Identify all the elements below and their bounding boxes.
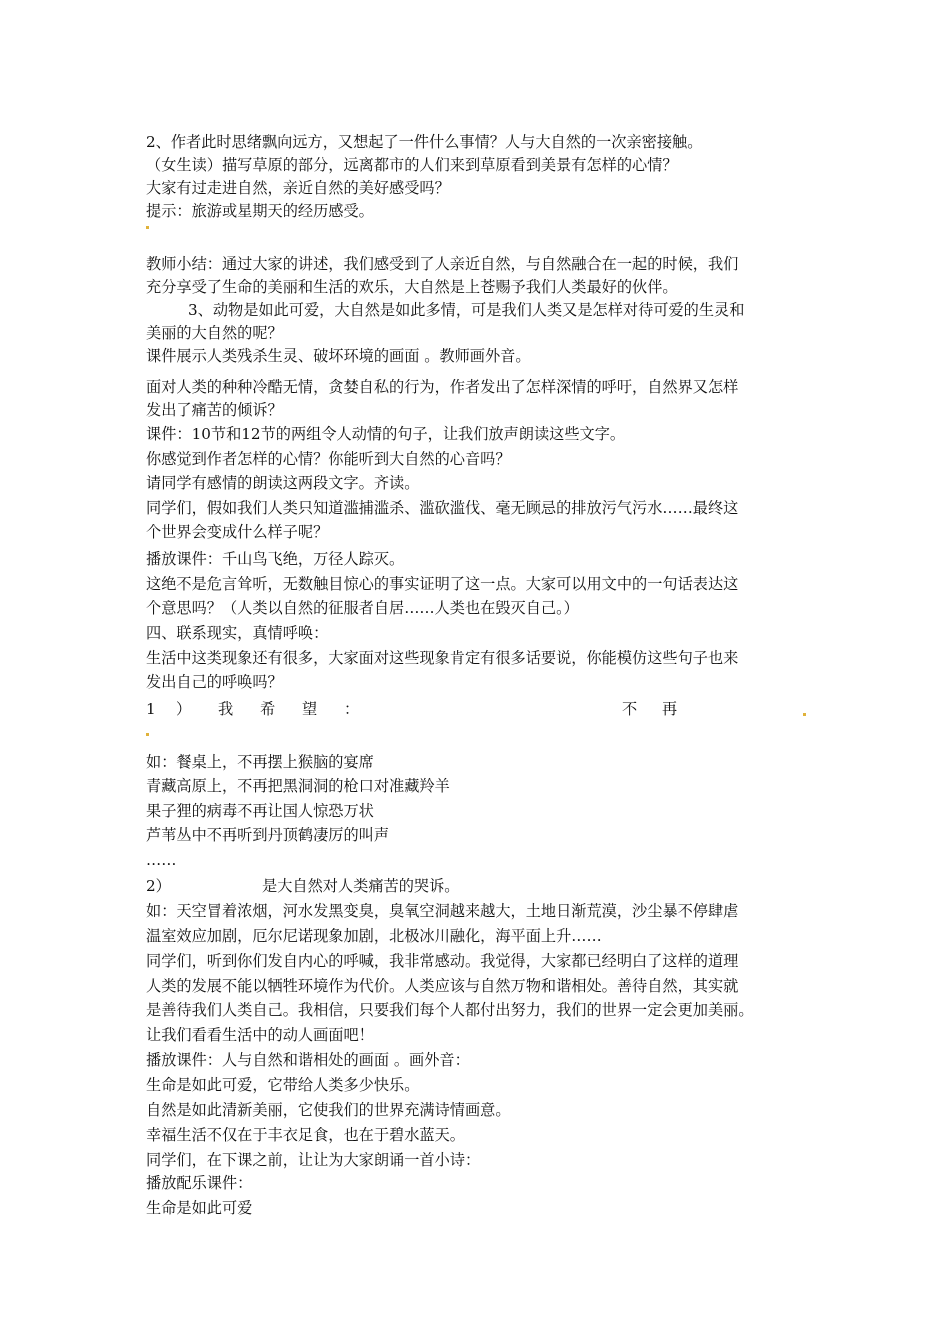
blank-char: 不 bbox=[622, 700, 638, 718]
edit-mark bbox=[146, 226, 149, 229]
text-line: 如：天空冒着浓烟，河水发黑变臭，臭氧空洞越来越大，土地日渐荒漠，沙尘暴不停肆虐 bbox=[146, 902, 739, 920]
text-line: 果子狸的病毒不再让国人惊恐万状 bbox=[146, 802, 374, 820]
blank-colon: ： bbox=[344, 700, 360, 718]
text-line: 同学们，假如我们人类只知道滥捕滥杀、滥砍滥伐、毫无顾忌的排放污气污水……最终这 bbox=[146, 499, 739, 517]
text-line: 同学们，在下课之前，让让为大家朗诵一首小诗： bbox=[146, 1151, 481, 1169]
blank-char: 望 bbox=[302, 700, 318, 718]
edit-mark bbox=[146, 733, 149, 736]
text-line: 幸福生活不仅在于丰衣足食，也在于碧水蓝天。 bbox=[146, 1126, 465, 1144]
text-line: 你感觉到作者怎样的心情？你能听到大自然的心音吗？ bbox=[146, 450, 511, 468]
text-line: …… bbox=[146, 851, 177, 869]
text-line: 生活中这类现象还有很多，大家面对这些现象肯定有很多话要说，你能模仿这些句子也来 bbox=[146, 649, 739, 667]
text-line: 同学们，听到你们发自内心的呼喊，我非常感动。我觉得，大家都已经明白了这样的道理 bbox=[146, 952, 739, 970]
text-line: 3、动物是如此可爱，大自然是如此多情，可是我们人类又是怎样对待可爱的生灵和 bbox=[188, 301, 745, 319]
text-line: 请同学有感情的朗读这两段文字。齐读。 bbox=[146, 474, 420, 492]
text-line: 如：餐桌上，不再摆上猴脑的宴席 bbox=[146, 753, 374, 771]
text-line: 芦苇丛中不再听到丹顶鹤凄厉的叫声 bbox=[146, 826, 389, 844]
text-line: （女生读）描写草原的部分，远离都市的人们来到草原看到美景有怎样的心情？ bbox=[146, 156, 678, 174]
text-line: 青藏高原上，不再把黑洞洞的枪口对准藏羚羊 bbox=[146, 777, 450, 795]
text-line: 个意思吗？（人类以自然的征服者自居……人类也在毁灭自己。） bbox=[146, 599, 579, 617]
text-line: 人类的发展不能以牺牲环境作为代价。人类应该与自然万物和谐相处。善待自然，其实就 bbox=[146, 977, 739, 995]
blank-paren: ） bbox=[176, 700, 192, 718]
blank-char: 我 bbox=[218, 700, 234, 718]
text-line: 课件展示人类残杀生灵、破坏环境的画面 。教师画外音。 bbox=[146, 347, 531, 365]
text-line: 自然是如此清新美丽，它使我们的世界充满诗情画意。 bbox=[146, 1101, 511, 1119]
blank-number: 2） bbox=[146, 877, 171, 895]
text-line: 美丽的大自然的呢？ bbox=[146, 324, 283, 342]
edit-mark bbox=[803, 713, 806, 716]
blank-number: 1 bbox=[146, 700, 156, 718]
text-line: 生命是如此可爱，它带给人类多少快乐。 bbox=[146, 1076, 420, 1094]
text-line: 播放课件：千山鸟飞绝，万径人踪灭。 bbox=[146, 550, 405, 568]
fill-blank-2 bbox=[146, 875, 816, 897]
text-line: 提示：旅游或星期天的经历感受。 bbox=[146, 202, 374, 220]
text-line: 是善待我们人类自己。我相信，只要我们每个人都付出努力，我们的世界一定会更加美丽。 bbox=[146, 1001, 754, 1019]
blank-char: 再 bbox=[662, 700, 678, 718]
text-line: 播放配乐课件： bbox=[146, 1174, 253, 1192]
text-line: 这绝不是危言耸听，无数触目惊心的事实证明了这一点。大家可以用文中的一句话表达这 bbox=[146, 575, 739, 593]
text-line: 温室效应加剧，厄尔尼诺现象加剧，北极冰川融化，海平面上升…… bbox=[146, 927, 602, 945]
text-line: 充分享受了生命的美丽和生活的欢乐，大自然是上苍赐予我们人类最好的伙伴。 bbox=[146, 278, 678, 296]
blank-char: 希 bbox=[260, 700, 276, 718]
text-line: 发出自己的呼唤吗？ bbox=[146, 673, 283, 691]
blank-text: 是大自然对人类痛苦的哭诉。 bbox=[262, 877, 460, 895]
text-line: 面对人类的种种冷酷无情，贪婪自私的行为，作者发出了怎样深情的呼吁，自然界又怎样 bbox=[146, 378, 739, 396]
text-line: 让我们看看生活中的动人画面吧！ bbox=[146, 1026, 374, 1044]
text-line: 四、联系现实，真情呼唤： bbox=[146, 624, 329, 642]
text-line: 教师小结：通过大家的讲述，我们感受到了人亲近自然，与自然融合在一起的时候，我们 bbox=[146, 255, 739, 273]
text-line: 播放课件：人与自然和谐相处的画面 。画外音： bbox=[146, 1051, 470, 1069]
text-line: 生命是如此可爱 bbox=[146, 1199, 253, 1217]
fill-blank-1 bbox=[146, 698, 816, 720]
text-line: 2、作者此时思绪飘向远方，又想起了一件什么事情？人与大自然的一次亲密接触。 bbox=[146, 133, 703, 151]
text-line: 个世界会变成什么样子呢？ bbox=[146, 523, 329, 541]
text-line: 课件：10节和12节的两组令人动情的句子，让我们放声朗读这些文字。 bbox=[146, 425, 626, 443]
text-line: 大家有过走进自然，亲近自然的美好感受吗？ bbox=[146, 179, 450, 197]
text-line: 发出了痛苦的倾诉？ bbox=[146, 401, 283, 419]
